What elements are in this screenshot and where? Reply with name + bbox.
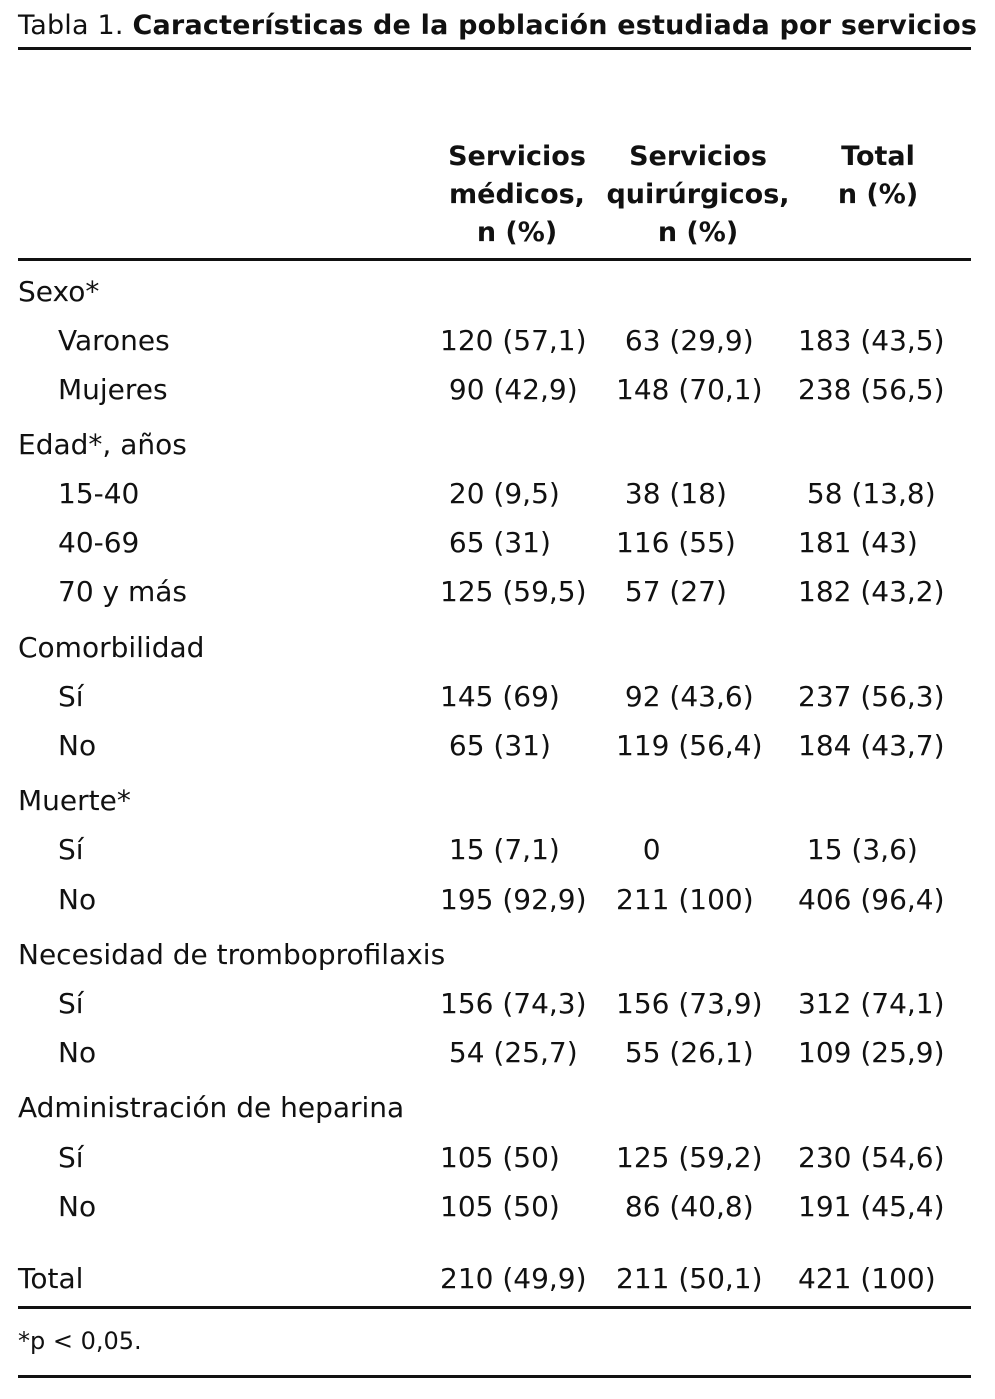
cell-medical: 65 (31) — [440, 526, 551, 559]
header-line: Servicios — [448, 141, 586, 172]
cell-total: 109 (25,9) — [798, 1036, 945, 1069]
cell-medical: 20 (9,5) — [440, 477, 560, 510]
cell-medical: 90 (42,9) — [440, 373, 578, 406]
header-line: n (%) — [837, 179, 919, 210]
cell-total: 237 (56,3) — [798, 680, 945, 713]
cell-total: 181 (43) — [798, 526, 918, 559]
cell-surgical: 116 (55) — [616, 526, 736, 559]
row-label: No — [58, 883, 97, 916]
cell-medical: 65 (31) — [440, 729, 551, 762]
group-label: Necesidad de tromboprofilaxis — [18, 938, 446, 971]
row-label: 70 y más — [58, 575, 188, 608]
header-line: quirúrgicos, — [606, 179, 790, 210]
row-label: No — [58, 1036, 97, 1069]
table-title — [18, 8, 977, 44]
column-header-total — [783, 138, 973, 214]
total-medical: 210 (49,9) — [440, 1262, 587, 1295]
group-label: Comorbilidad — [18, 631, 205, 664]
cell-medical: 105 (50) — [440, 1190, 560, 1223]
cell-medical: 120 (57,1) — [440, 324, 587, 357]
header-line: n (%) — [657, 217, 739, 248]
footnote: *p < 0,05. — [18, 1327, 142, 1355]
cell-total: 406 (96,4) — [798, 883, 945, 916]
row-label: Sí — [58, 680, 84, 713]
group-label: Administración de heparina — [18, 1091, 405, 1124]
row-label: No — [58, 1190, 97, 1223]
cell-surgical: 125 (59,2) — [616, 1141, 763, 1174]
cell-total: 238 (56,5) — [798, 373, 945, 406]
header-rule — [18, 258, 971, 261]
cell-medical: 125 (59,5) — [440, 575, 587, 608]
group-label: Sexo* — [18, 275, 100, 308]
cell-surgical: 57 (27) — [616, 575, 727, 608]
cell-surgical: 86 (40,8) — [616, 1190, 754, 1223]
row-label: Mujeres — [58, 373, 168, 406]
bottom-rule — [18, 1306, 971, 1309]
cell-surgical: 156 (73,9) — [616, 987, 763, 1020]
header-line: médicos, — [449, 179, 585, 210]
header-line: Servicios — [629, 141, 767, 172]
cell-surgical: 38 (18) — [616, 477, 727, 510]
row-label: 15-40 — [58, 477, 140, 510]
row-label: No — [58, 729, 97, 762]
top-rule — [18, 47, 971, 50]
row-label: Varones — [58, 324, 170, 357]
row-label: 40-69 — [58, 526, 140, 559]
cell-total: 191 (45,4) — [798, 1190, 945, 1223]
header-line: Total — [841, 141, 915, 172]
cell-surgical: 63 (29,9) — [616, 324, 754, 357]
row-label: Sí — [58, 833, 84, 866]
footer-rule — [18, 1375, 971, 1378]
table-title-text: Características de la población estudiada por servicios — [132, 10, 978, 41]
row-label: Sí — [58, 987, 84, 1020]
cell-medical: 54 (25,7) — [440, 1036, 578, 1069]
cell-surgical: 119 (56,4) — [616, 729, 763, 762]
cell-surgical: 92 (43,6) — [616, 680, 754, 713]
cell-surgical: 211 (100) — [616, 883, 754, 916]
cell-surgical: 55 (26,1) — [616, 1036, 754, 1069]
total-surgical: 211 (50,1) — [616, 1262, 763, 1295]
cell-total: 182 (43,2) — [798, 575, 945, 608]
cell-medical: 105 (50) — [440, 1141, 560, 1174]
cell-total: 183 (43,5) — [798, 324, 945, 357]
cell-medical: 195 (92,9) — [440, 883, 587, 916]
row-label: Sí — [58, 1141, 84, 1174]
cell-medical: 15 (7,1) — [440, 833, 560, 866]
cell-total: 184 (43,7) — [798, 729, 945, 762]
cell-surgical: 148 (70,1) — [616, 373, 763, 406]
cell-total: 230 (54,6) — [798, 1141, 945, 1174]
cell-medical: 156 (74,3) — [440, 987, 587, 1020]
total-total: 421 (100) — [798, 1262, 936, 1295]
cell-medical: 145 (69) — [440, 680, 560, 713]
total-label: Total — [18, 1262, 84, 1295]
group-label: Muerte* — [18, 784, 131, 817]
cell-total: 15 (3,6) — [798, 833, 918, 866]
header-line: n (%) — [476, 217, 558, 248]
column-header-surgical — [603, 138, 793, 252]
column-header-medical — [422, 138, 612, 252]
table-label: Tabla 1. — [18, 10, 124, 41]
cell-surgical: 0 — [616, 833, 661, 866]
cell-total: 312 (74,1) — [798, 987, 945, 1020]
group-label: Edad*, años — [18, 428, 187, 461]
cell-total: 58 (13,8) — [798, 477, 936, 510]
